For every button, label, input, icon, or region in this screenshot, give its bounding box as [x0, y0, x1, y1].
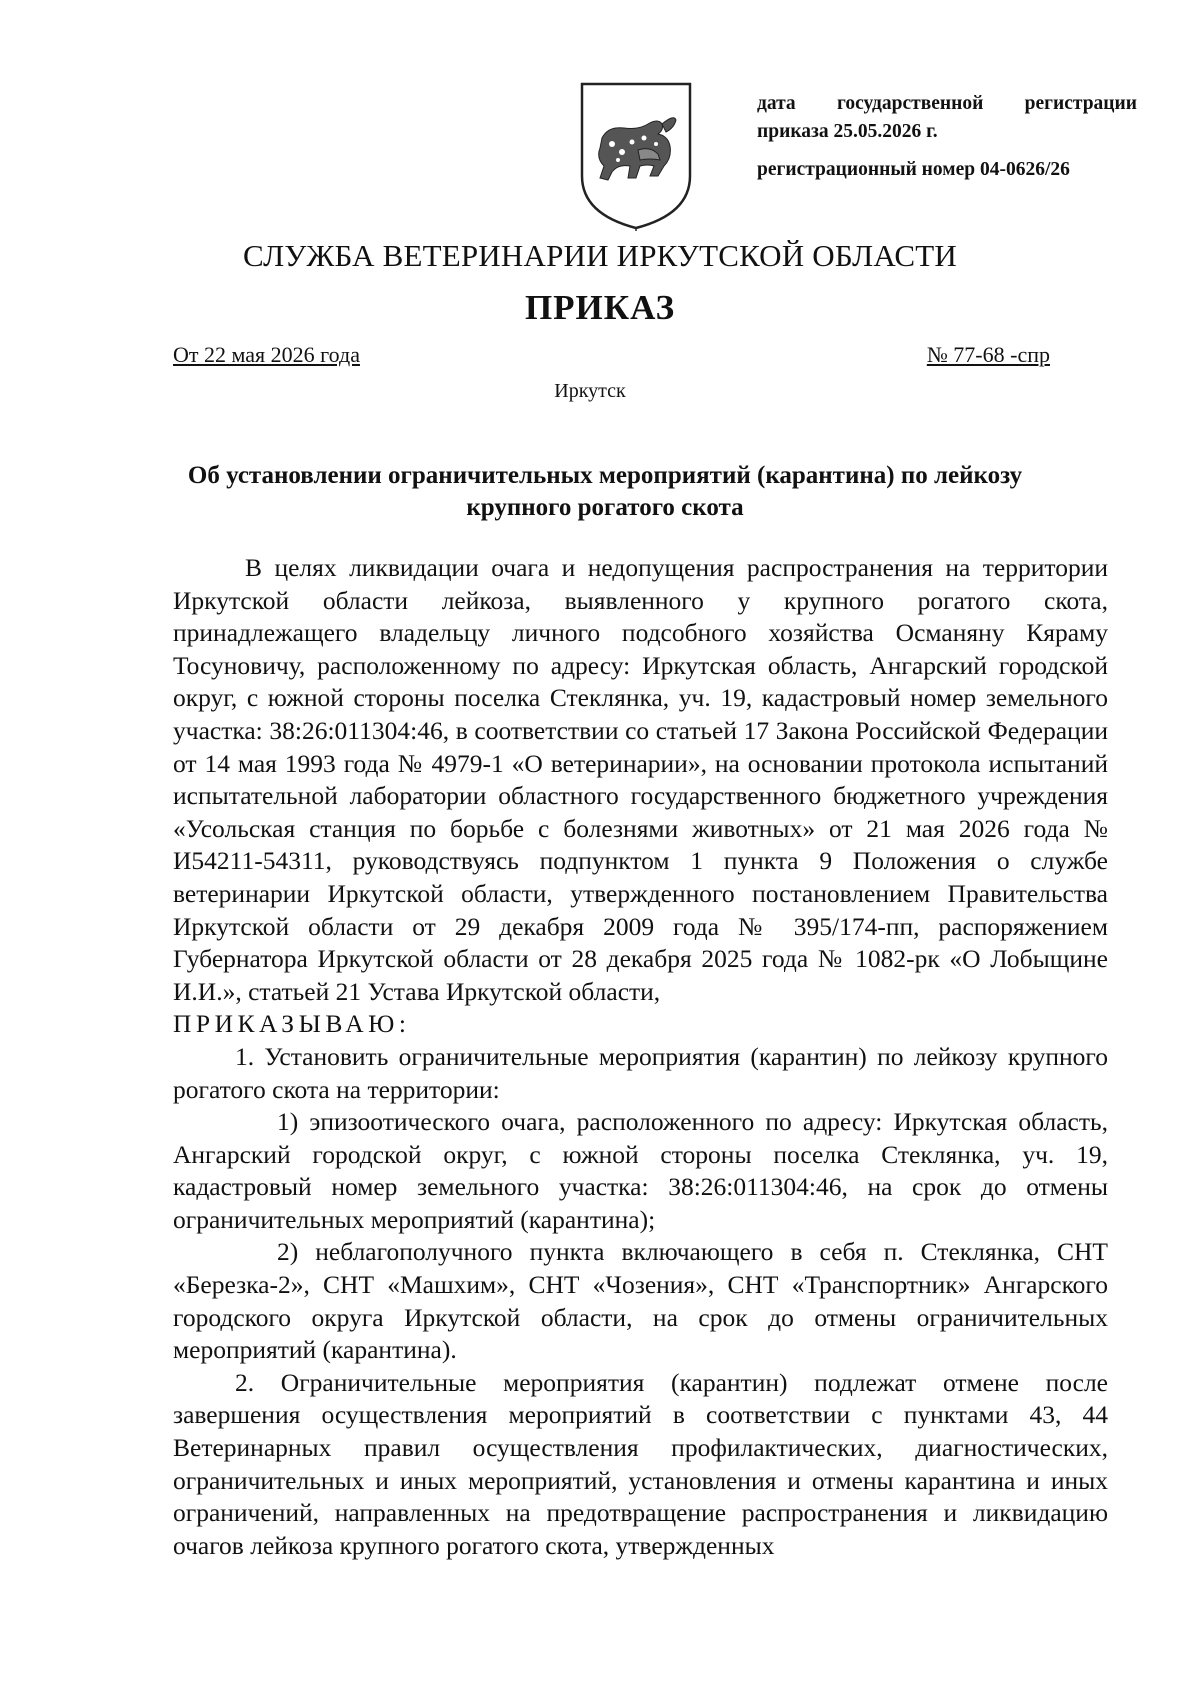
registration-number: регистрационный номер 04-0626/26 — [757, 159, 1070, 180]
issue-city: Иркутск — [554, 380, 626, 402]
registration-date-label: дата государственной регистрации — [757, 93, 1137, 114]
preamble-paragraph: В целях ликвидации очага и недопущения распространения на территории Иркутской области лейкоза, выявленного у крупного рогатого скота, принадлежащего владельцу личного подсобного хозяйства Османяну Кяраму Тосуновичу, расположенному по адресу: Иркутская область, Ангарский городской округ, с южной стороны поселка Стеклянка, уч. 19, кадастровый номер земельного участка: 38:26:011304:46, в соответствии со статьей 17 Закона Российской Федерации от 14 мая 1993 года № 4979-1 «О ветеринарии», на основании протокола испытаний испытательной лаборатории областного государственного бюджетного учреждения «Усольская станция по борьбе с болезнями животных» от 21 мая 2026 года № И54211-54311, руководствуясь подпунктом 1 пункта 9 Положения о службе ветеринарии Иркутской области, утвержденного постановлением Правительства Иркутской области от 29 декабря 2009 года № 395/174-пп, распоряжением Губернатора Иркутской области от 28 декабря 2025 года № 1082-рк «О Лобыщине И.И.», статьей 21 Устава Иркутской области, — [173, 553, 1108, 1006]
document-type-heading: ПРИКАЗ — [524, 288, 676, 327]
order-body — [173, 552, 1108, 1562]
item-2: 2. Ограничительные мероприятия (карантин) подлежат отмене после завершения осуществления мероприятий в соответствии с пунктами 43, 44 Ветеринарных правил осуществления профилактических, диагностических, ограничительных и иных мероприятий, установления и отмены карантина и иных ограничений, направленных на предотвращение распространения и ликвидацию очагов лейкоза крупного рогатого скота, утвержденных — [173, 1367, 1108, 1560]
item-1-subitem-2: 2) неблагополучного пункта включающего в себя п. Стеклянка, СНТ «Березка-2», СНТ «Машхим», СНТ «Чозения», СНТ «Транспортник» Ангарского городского округа Иркутской области, на срок до отмены ограничительных мероприятий (карантина). — [173, 1237, 1108, 1365]
registration-date: приказа 25.05.2026 г. — [757, 121, 938, 142]
item-1-subitem-1: 1) эпизоотического очага, расположенного по адресу: Иркутская область, Ангарский городской округ, с южной стороны поселка Стеклянка, уч. 19, кадастровый номер земельного участка: 38:26:011304:46, на срок до отмены ограничительных мероприятий (карантина); — [173, 1107, 1108, 1234]
order-title: Об установлении ограничительных мероприятий (карантина) по лейкозу крупного рогатого скота — [187, 462, 1023, 521]
order-directive: ПРИКАЗЫВАЮ: — [173, 1009, 411, 1039]
coat-of-arms-icon — [578, 80, 694, 232]
registration-block — [757, 90, 1137, 184]
agency-name: СЛУЖБА ВЕТЕРИНАРИИ ИРКУТСКОЙ ОБЛАСТИ — [243, 238, 957, 273]
order-number: № 77-68 -спр — [926, 342, 1050, 367]
order-date: От 22 мая 2026 года — [173, 342, 360, 367]
item-1: 1. Установить ограничительные мероприятия (карантин) по лейкозу крупного рогатого скота на территории: — [173, 1041, 1108, 1104]
